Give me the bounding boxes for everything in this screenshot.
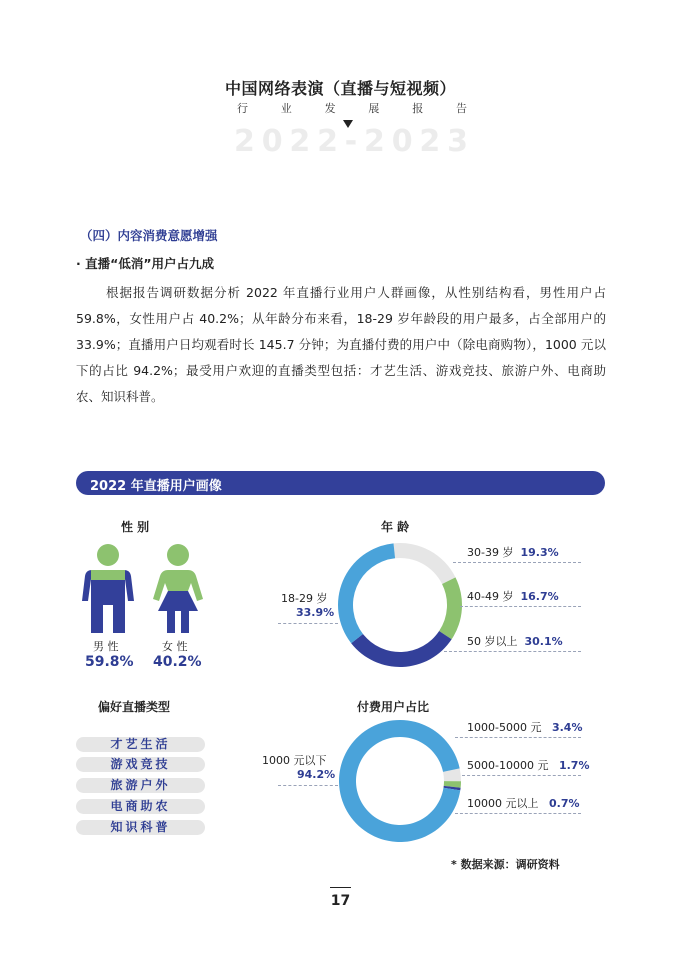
- leader-line: [278, 785, 338, 786]
- age-label-30-39: [467, 544, 559, 560]
- subtitle-char: 业: [280, 102, 292, 115]
- banner-title: 2022 年直播用户画像: [90, 479, 222, 494]
- age-pct-18-29: 33.9%: [296, 606, 335, 619]
- payment-pct-below-1000: 94.2%: [297, 768, 336, 781]
- female-leg: [181, 611, 189, 633]
- leader-line: [278, 623, 338, 624]
- data-source-note: * 数据来源：调研资料: [451, 858, 560, 871]
- male-label: 男 性: [93, 640, 119, 653]
- preference-item: 旅游户外: [76, 778, 205, 793]
- payment-segment-pct: 0.7%: [549, 797, 580, 810]
- female-head: [167, 544, 189, 566]
- payment-donut-chart: [338, 719, 462, 843]
- preference-item: 知识科普: [76, 820, 205, 835]
- preference-item: 游戏竞技: [76, 757, 205, 772]
- payment-segment-label: 1000-5000 元: [467, 721, 542, 734]
- subtitle-char: 展: [368, 102, 380, 115]
- report-subtitle: [237, 100, 467, 116]
- payment-label-5000-10000: [467, 757, 589, 773]
- male-figure-icon: [80, 543, 136, 635]
- age-segment-label: 40-49 岁: [467, 590, 514, 603]
- payment-label-10000-plus: [467, 795, 580, 811]
- age-segment: [351, 631, 451, 667]
- age-label-40-49: [467, 588, 559, 604]
- male-percent: 59.8%: [85, 654, 134, 670]
- year-char: 0: [391, 124, 413, 159]
- preference-item: 才艺生活: [76, 737, 205, 752]
- payment-segment-label: 10000 元以上: [467, 797, 539, 810]
- age-segment: [338, 543, 395, 643]
- female-figure-icon: [150, 543, 206, 635]
- age-segment: [439, 577, 462, 639]
- payment-segment-label: 5000-10000 元: [467, 759, 549, 772]
- female-leg: [167, 611, 175, 633]
- year-char: 2: [419, 124, 441, 159]
- age-segment-pct: 30.1%: [524, 635, 563, 648]
- year-char: -: [344, 124, 358, 159]
- page-number-rule: [330, 887, 351, 888]
- year-char: 2: [234, 124, 255, 159]
- age-segment-pct: 16.7%: [520, 590, 559, 603]
- male-shirt: [91, 570, 125, 580]
- section-subheading: · 直播“低消”用户占九成: [76, 256, 215, 271]
- female-label: 女 性: [162, 640, 188, 653]
- payment-segment-pct: 1.7%: [558, 759, 590, 772]
- year-char: 2: [317, 124, 338, 159]
- female-percent: 40.2%: [153, 654, 202, 670]
- year-char: 2: [364, 124, 385, 159]
- report-title: 中国网络表演（直播与短视频）: [224, 79, 456, 98]
- age-label-18-29: 18-29 岁: [281, 592, 328, 605]
- leader-line: [460, 606, 581, 607]
- payment-segment: [339, 720, 460, 842]
- report-years: [234, 124, 468, 159]
- subtitle-char: 报: [412, 102, 424, 115]
- leader-line: [444, 651, 581, 652]
- leader-line: [455, 737, 581, 738]
- infographic-banner: [76, 471, 605, 495]
- age-title: 年 龄: [381, 520, 410, 534]
- year-char: 2: [289, 124, 311, 159]
- year-char: 3: [447, 124, 468, 159]
- body-paragraph: 根据报告调研数据分析 2022 年直播行业用户人群画像，从性别结构看，男性用户占 59.8%，女性用户占 40.2%；从年龄分布来看，18-29 岁年龄段的用户最多，占全部用户的 33.9%；直播用户日均观看时长 145.7 分钟；为直播付费的用户中（除电商购物），1000 元以下的占比 94.2%；最受用户欢迎的直播类型包括：才艺生活、游戏竞技、旅游户外、电商助农、知识科普。: [76, 285, 606, 404]
- subtitle-char: 发: [324, 102, 336, 115]
- leader-line: [453, 562, 581, 563]
- page-number: 17: [330, 893, 351, 909]
- age-label-50-plus: [467, 633, 563, 649]
- subtitle-char: 告: [455, 102, 467, 115]
- payment-segment-pct: 3.4%: [551, 721, 583, 734]
- payment-title: 付费用户占比: [357, 700, 430, 714]
- age-donut-chart: [337, 542, 463, 668]
- year-char: 0: [261, 124, 283, 159]
- male-head: [97, 544, 119, 566]
- section-heading: （四）内容消费意愿增强: [80, 228, 218, 243]
- preference-item: 电商助农: [76, 799, 205, 814]
- payment-label-1000-5000: [467, 719, 582, 735]
- female-skirt: [158, 591, 198, 611]
- age-segment: [394, 543, 456, 584]
- subtitle-char: 行: [237, 102, 248, 115]
- payment-label-below-1000: 1000 元以下: [262, 754, 327, 767]
- leader-line: [455, 813, 581, 814]
- age-segment-pct: 19.3%: [520, 546, 559, 559]
- preference-title: 偏好直播类型: [98, 700, 171, 714]
- age-segment-label: 30-39 岁: [467, 546, 514, 559]
- age-segment-label: 50 岁以上: [467, 635, 518, 648]
- leader-line: [462, 775, 581, 776]
- gender-title: 性 别: [121, 520, 150, 534]
